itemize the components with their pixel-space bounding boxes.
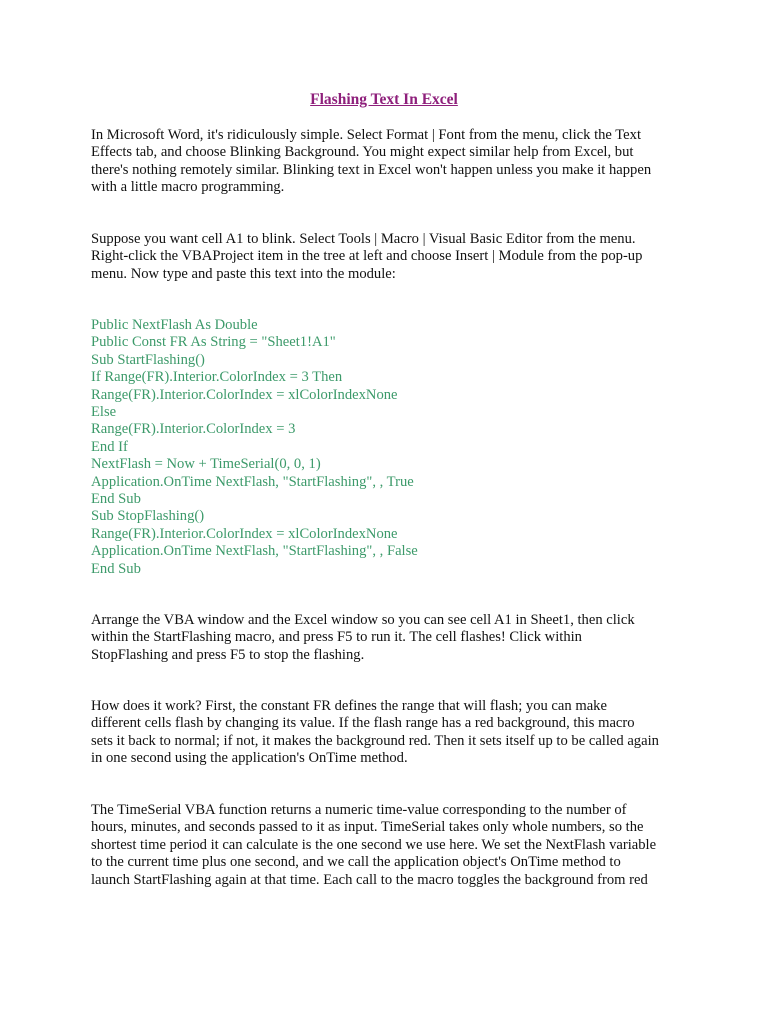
text-line: Arrange the VBA window and the Excel window so you can see cell A1 in Sheet1, then click — [91, 612, 635, 628]
code-line: Range(FR).Interior.ColorIndex = xlColorIndexNone — [91, 386, 398, 403]
paragraph-explanation — [91, 698, 691, 768]
code-line: Else — [91, 404, 117, 421]
code-line: Application.OnTime NextFlash, "StartFlashing", , False — [91, 543, 418, 560]
code-line: NextFlash = Now + TimeSerial(0, 0, 1) — [91, 456, 321, 473]
text-line: Suppose you want cell A1 to blink. Select Tools | Macro | Visual Basic Editor from the menu. — [91, 231, 636, 247]
text-line: How does it work? First, the constant FR defines the range that will flash; you can make — [91, 698, 607, 714]
code-line: Public NextFlash As Double — [91, 317, 258, 333]
paragraph-timeserial — [91, 802, 691, 889]
text-line: menu. Now type and paste this text into the module: — [91, 265, 396, 282]
code-line: If Range(FR).Interior.ColorIndex = 3 Then — [91, 369, 343, 386]
code-line: Application.OnTime NextFlash, "StartFlashing", , True — [91, 473, 414, 490]
text-line: with a little macro programming. — [91, 179, 285, 196]
text-line: StopFlashing and press F5 to stop the flashing. — [91, 646, 365, 663]
code-block — [91, 317, 691, 578]
text-line: In Microsoft Word, it's ridiculously simple. Select Format | Font from the menu, click the Text — [91, 127, 642, 143]
code-line: End Sub — [91, 560, 141, 577]
code-line: End Sub — [91, 491, 141, 508]
text-line: in one second using the application's OnTime method. — [91, 750, 408, 767]
code-line: Range(FR).Interior.ColorIndex = 3 — [91, 421, 296, 438]
text-line: Right-click the VBAProject item in the tree at left and choose Insert | Module from the pop-up — [91, 248, 643, 265]
text-line: shortest time period it can calculate is the one second we use here. We set the NextFlash variable — [91, 836, 657, 853]
paragraph-run — [91, 612, 691, 664]
text-line: sets it back to normal; if not, it makes the background red. Then it sets itself up to be called again — [91, 732, 659, 749]
code-line: Public Const FR As String = "Sheet1!A1" — [91, 334, 336, 351]
code-line: Sub StopFlashing() — [91, 508, 205, 525]
paragraph-intro — [91, 127, 691, 197]
paragraph-setup — [91, 231, 691, 283]
text-line: there's nothing remotely similar. Blinking text in Excel won't happen unless you make it happen — [91, 161, 652, 178]
text-line: hours, minutes, and seconds passed to it as input. TimeSerial takes only whole numbers, so the — [91, 819, 644, 836]
text-line: within the StartFlashing macro, and press F5 to run it. The cell flashes! Click within — [91, 629, 582, 646]
text-line: different cells flash by changing its value. If the flash range has a red background, this macro — [91, 715, 635, 732]
code-line: Sub StartFlashing() — [91, 351, 205, 368]
code-line: Range(FR).Interior.ColorIndex = xlColorIndexNone — [91, 525, 398, 542]
document-title: Flashing Text In Excel — [310, 91, 458, 108]
text-line: launch StartFlashing again at that time. Each call to the macro toggles the background from red — [91, 871, 648, 888]
text-line: to the current time plus one second, and we call the application object's OnTime method to — [91, 854, 621, 871]
text-line: The TimeSerial VBA function returns a numeric time-value corresponding to the number of — [91, 802, 627, 818]
code-line: End If — [91, 438, 128, 455]
text-line: Effects tab, and choose Blinking Background. You might expect similar help from Excel, but — [91, 144, 634, 161]
